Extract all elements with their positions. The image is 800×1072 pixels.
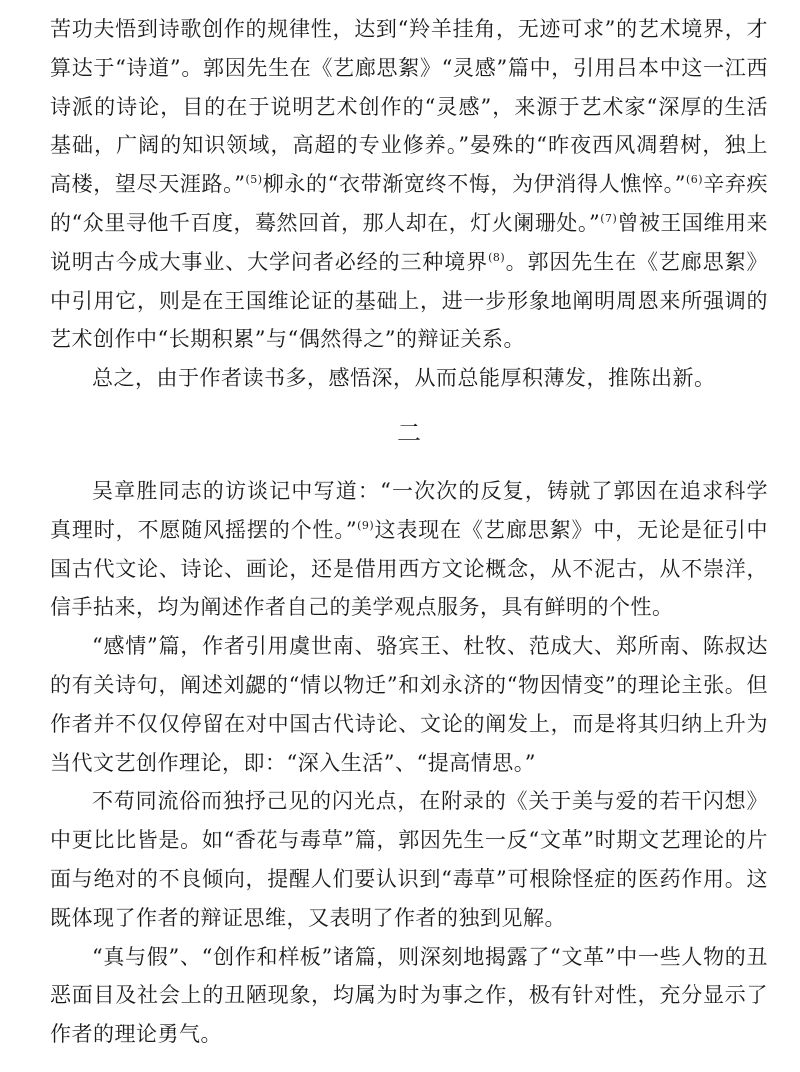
paragraph-text: 。郭因先生在《艺廊思絮》中引用它，则是在王国维论证的基础上，进一步形象地阐明周恩来所强调的艺术创作中“长期积累”与“偶然得之”的辩证关系。 [50,249,769,352]
footnote-marker: (5) [245,173,263,187]
body-paragraph [50,472,768,627]
body-paragraph: 总之，由于作者读书多，感悟深，从而总能厚积薄发，推陈出新。 [92,366,716,391]
footnote-marker: (7) [600,211,618,225]
footnote-marker: (9) [357,518,375,532]
body-paragraph [50,10,768,359]
section-heading: 二 [397,418,421,447]
paragraph-text: 辛弃疾的“众里寻他千百度，蓦然回首，那人却在，灯火阑珊处。” [50,172,768,235]
footnote-marker: (8) [488,250,506,264]
paragraph-text: 吴章胜同志的访谈记中写道：“一次次的反复，铸就了郭因在追求科学真理时，不愿随风摇摆的个性。” [50,478,768,542]
body-paragraph: “真与假”、“创作和样板”诸篇，则深刻地揭露了“文革”中一些人物的丑恶面目及社会上的丑陋现象，均属为时为事之作，极有针对性，充分显示了作者的理论勇气。 [50,944,768,1047]
paragraph-text: 苦功夫悟到诗歌创作的规律性，达到“羚羊挂角，无迹可求”的艺术境界，才算达于“诗道”。郭因先生在《艺廊思絮》“灵感”篇中，引用吕本中这一江西诗派的诗论，目的在于说明艺术创作的“灵感”，来源于艺术家“深厚的生活基础，广阔的知识领域，高超的专业修养。”晏殊的“昨夜西风凋碧树，独上高楼，望尽天涯路。” [50,17,768,197]
paragraph-text: 这表现在《艺廊思絮》中，无论是征引中国古代文论、诗论、画论，还是借用西方文论概念，从不泥古，从不崇洋，信手拈来，均为阐述作者自己的美学观点服务，具有鲜明的个性。 [50,517,768,620]
footnote-marker: (6) [685,173,704,187]
paragraph-text: 柳永的“衣带渐宽终不悔，为伊消得人憔悴。” [262,172,686,197]
body-paragraph: 不苟同流俗而独抒己见的闪光点，在附录的《关于美与爱的若干闪想》中更比比皆是。如“香花与毒草”篇，郭因先生一反“文革”时期文艺理论的片面与绝对的不良倾向，提醒人们要认识到“毒草”可根除怪症的医药作用。这既体现了作者的辩证思维，又表明了作者的独到见解。 [50,789,768,930]
paragraph-text: 曾被王国维用来说明古今成大事业、大学问者必经的三种境界 [50,210,768,274]
body-paragraph: “感情”篇，作者引用虞世南、骆宾王、杜牧、范成大、郑所南、陈叔达的有关诗句，阐述刘勰的“情以物迁”和刘永济的“物因情变”的理论主张。但作者并不仅仅停留在对中国古代诗论、文论的阐发上，而是将其归纳上升为当代文艺创作理论，即：“深入生活”、“提高情思。” [50,634,768,775]
